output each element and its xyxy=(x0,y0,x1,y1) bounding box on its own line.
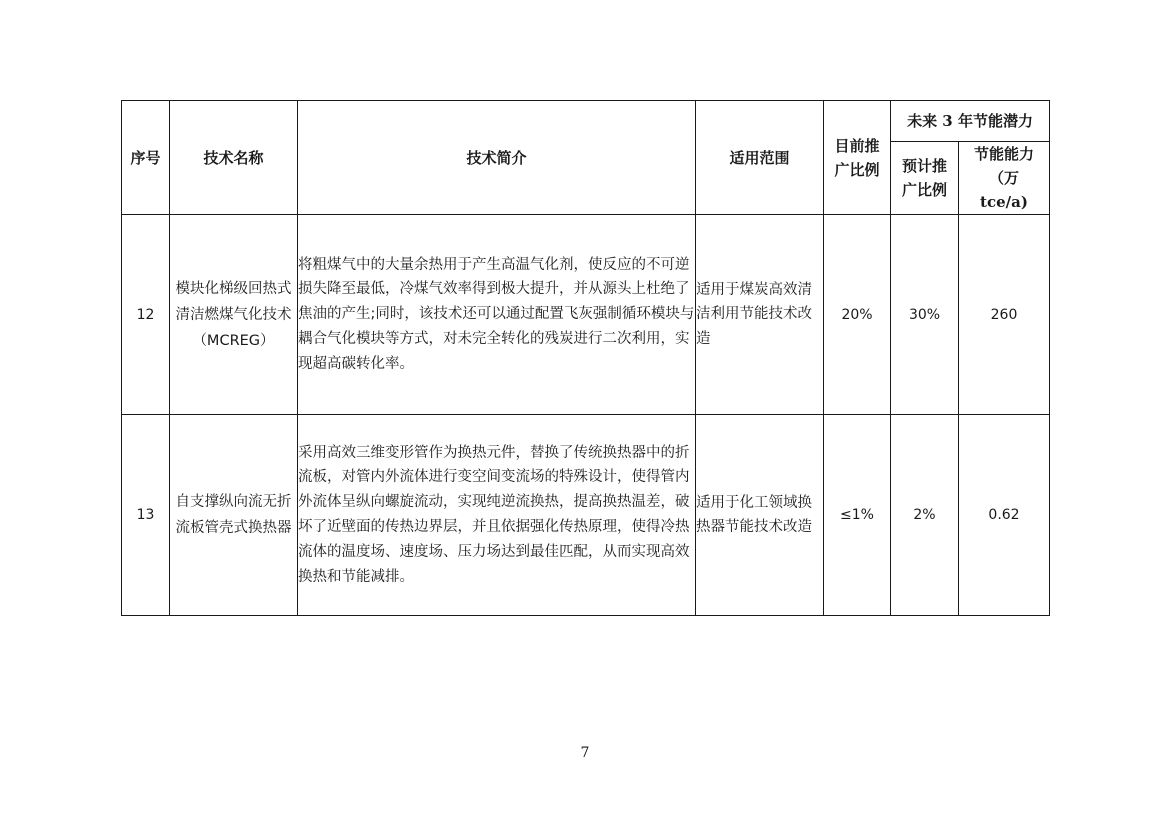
energy-saving-technology-table xyxy=(121,100,1050,616)
row-seq: 12 xyxy=(122,215,170,415)
row-future-ratio: 2% xyxy=(891,415,959,616)
row-scope: 适用于化工领域换热器节能技术改造 xyxy=(696,415,824,616)
row-current-ratio: ≤1% xyxy=(824,415,891,616)
row-capacity: 0.62 xyxy=(959,415,1050,616)
header-seq: 序号 xyxy=(122,101,170,215)
header-intro: 技术简介 xyxy=(298,101,696,215)
header-capacity: 节能能力（万 tce/a) xyxy=(959,142,1050,215)
header-future-ratio: 预计推广比例 xyxy=(891,142,959,215)
header-name: 技术名称 xyxy=(170,101,298,215)
header-current-ratio: 目前推广比例 xyxy=(824,101,891,215)
row-current-ratio: 20% xyxy=(824,215,891,415)
header-future-potential: 未来 3 年节能潜力 xyxy=(891,101,1050,142)
header-scope: 适用范围 xyxy=(696,101,824,215)
row-capacity: 260 xyxy=(959,215,1050,415)
row-future-ratio: 30% xyxy=(891,215,959,415)
header-row-top xyxy=(122,101,1050,142)
row-tech-intro: 采用高效三维变形管作为换热元件，替换了传统换热器中的折流板，对管内外流体进行变空间变流场的特殊设计，使得管内外流体呈纵向螺旋流动，实现纯逆流换热，提高换热温差，破坏了近壁面的传热边界层，并且依据强化传热原理，使得冷热流体的温度场、速度场、压力场达到最佳匹配，从而实现高效换热和节能减排。 xyxy=(298,415,696,616)
row-tech-name: 模块化梯级回热式清洁燃煤气化技术（MCREG） xyxy=(170,215,298,415)
row-tech-intro: 将粗煤气中的大量余热用于产生高温气化剂，使反应的不可逆损失降至最低，冷煤气效率得到极大提升，并从源头上杜绝了焦油的产生;同时，该技术还可以通过配置飞灰强制循环模块与耦合气化模块等方式，对未完全转化的残炭进行二次利用，实现超高碳转化率。 xyxy=(298,215,696,415)
row-tech-name: 自支撑纵向流无折流板管壳式换热器 xyxy=(170,415,298,616)
table-row xyxy=(122,215,1050,415)
page-number: 7 xyxy=(580,745,590,761)
table-row xyxy=(122,415,1050,616)
row-seq: 13 xyxy=(122,415,170,616)
row-scope: 适用于煤炭高效清洁利用节能技术改造 xyxy=(696,215,824,415)
